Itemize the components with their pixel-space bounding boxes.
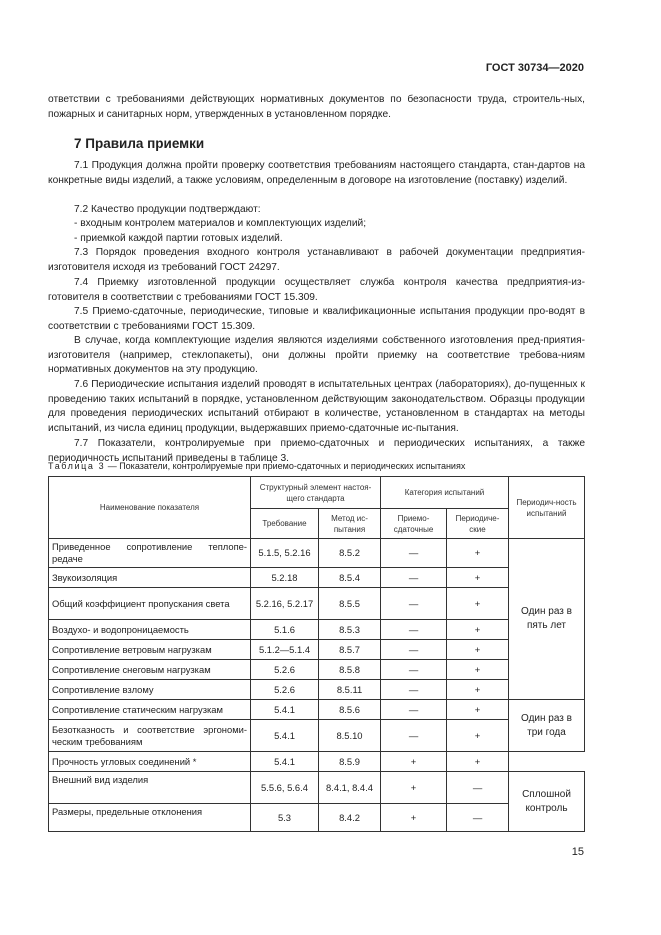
paragraph-components: В случае, когда комплектующие изделия являются изделиями собственного изготовления пред-приятия-изготовителя (например, стеклопакеты), они должны пройти приемку на соответствие требова-ниям нормативных документов на эту продукцию.: [48, 335, 585, 376]
paragraph-continuation: ответствии с требованиями действующих нормативных документов по безопасности труда, строитель-ных, пожарных и санитарных норм, утвержденных в установленном порядке.: [48, 94, 585, 120]
row-name: Размеры, предельные отклонения: [49, 804, 251, 832]
row-acceptance: —: [381, 720, 447, 752]
row-periodic: +: [447, 539, 509, 568]
row-method: 8.5.8: [319, 660, 381, 680]
table-caption-label: Таблица 3: [48, 461, 106, 471]
table-row: [49, 700, 585, 720]
row-periodic: +: [447, 700, 509, 720]
row-requirement: 5.2.18: [251, 568, 319, 588]
row-method: 8.4.1, 8.4.4: [319, 772, 381, 804]
row-name: Сопротивление статическим нагрузкам: [49, 700, 251, 720]
row-name: Сопротивление снеговым нагрузкам: [49, 660, 251, 680]
row-acceptance: +: [381, 752, 447, 772]
header-acceptance: Приемо-сдаточные: [381, 509, 447, 539]
paragraph-7-7: 7.7 Показатели, контролируемые при приемо-сдаточных и периодических испытаниях, а также периодичность испытаний приведены в таблице 3.: [48, 438, 585, 464]
row-method: 8.4.2: [319, 804, 381, 832]
row-periodic: +: [447, 620, 509, 640]
table-row: [49, 588, 585, 620]
row-requirement: 5.4.1: [251, 752, 319, 772]
row-name: Прочность угловых соединений *: [49, 752, 251, 772]
paragraph-7-4: 7.4 Приемку изготовленной продукции осуществляет служба контроля качества предприятия-из-готовителя в соответствии с требованиями ГОСТ 15.309.: [48, 277, 585, 303]
frequency-three-years: Один раз в три года: [509, 700, 585, 752]
row-acceptance: —: [381, 588, 447, 620]
frequency-five-years: Один раз в пять лет: [509, 539, 585, 700]
row-periodic: +: [447, 640, 509, 660]
header-structural-element: Структурный элемент настоя-щего стандарта: [251, 477, 381, 509]
table-row: [49, 640, 585, 660]
header-periodic: Периодиче-ские: [447, 509, 509, 539]
row-requirement: 5.2.6: [251, 680, 319, 700]
row-requirement: 5.1.2—5.1.4: [251, 640, 319, 660]
table-row: [49, 680, 585, 700]
row-requirement: 5.2.16, 5.2.17: [251, 588, 319, 620]
row-requirement: 5.5.6, 5.6.4: [251, 772, 319, 804]
header-frequency: Периодич-ность испытаний: [509, 477, 585, 539]
row-method: 8.5.11: [319, 680, 381, 700]
header-test-method: Метод ис-пытания: [319, 509, 381, 539]
row-requirement: 5.1.5, 5.2.16: [251, 539, 319, 568]
row-periodic: —: [447, 804, 509, 832]
table-row: [49, 539, 585, 568]
list-item-batch-acceptance: - приемкой каждой партии готовых изделий.: [74, 233, 283, 244]
table-caption-text: — Показатели, контролируемые при приемо-сдаточных и периодических испытаниях: [105, 461, 466, 471]
paragraph-7-3: 7.3 Порядок проведения входного контроля устанавливают в рабочей документации предприятия-изготовителя исходя из требований ГОСТ 24297.: [48, 247, 585, 273]
paragraph-7-1: 7.1 Продукция должна пройти проверку соответствия требованиям настоящего стандарта, стан-дартов на конкретные виды изделий, а также условиям, определенным в договоре на изготовление (поставку) изделий.: [48, 160, 585, 186]
row-periodic: +: [447, 680, 509, 700]
row-method: 8.5.5: [319, 588, 381, 620]
row-requirement: 5.1.6: [251, 620, 319, 640]
row-periodic: +: [447, 568, 509, 588]
row-name: Звукоизоляция: [49, 568, 251, 588]
row-method: 8.5.2: [319, 539, 381, 568]
row-acceptance: —: [381, 660, 447, 680]
row-name: Общий коэффициент пропускания света: [49, 588, 251, 620]
row-method: 8.5.6: [319, 700, 381, 720]
row-requirement: 5.3: [251, 804, 319, 832]
row-method: 8.5.10: [319, 720, 381, 752]
frequency-continuous: Сплошной контроль: [509, 772, 585, 832]
header-test-category: Категория испытаний: [381, 477, 509, 509]
row-acceptance: —: [381, 680, 447, 700]
row-periodic: +: [447, 752, 509, 772]
document-id: ГОСТ 30734—2020: [485, 62, 584, 74]
row-name: Внешний вид изделия: [49, 772, 251, 804]
acceptance-table: [48, 476, 585, 832]
row-name: Безотказность и соответствие эргономи-ческим требованиям: [49, 720, 251, 752]
header-name: Наименование показателя: [49, 477, 251, 539]
row-acceptance: —: [381, 539, 447, 568]
row-acceptance: —: [381, 640, 447, 660]
page-number: 15: [571, 846, 584, 858]
header-requirement: Требование: [251, 509, 319, 539]
table-row: [49, 752, 585, 772]
row-name: Приведенное сопротивление теплопе-редаче: [49, 539, 251, 568]
row-method: 8.5.7: [319, 640, 381, 660]
row-requirement: 5.4.1: [251, 720, 319, 752]
row-name: Воздухо- и водопроницаемость: [49, 620, 251, 640]
row-periodic: —: [447, 772, 509, 804]
row-acceptance: —: [381, 700, 447, 720]
row-periodic: +: [447, 588, 509, 620]
row-acceptance: —: [381, 620, 447, 640]
row-requirement: 5.4.1: [251, 700, 319, 720]
row-name: Сопротивление ветровым нагрузкам: [49, 640, 251, 660]
row-acceptance: +: [381, 804, 447, 832]
paragraph-7-5: 7.5 Приемо-сдаточные, периодические, типовые и квалификационные испытания продукции про-водят в соответствии с требованиями ГОСТ 15.309.: [48, 306, 585, 332]
row-method: 8.5.9: [319, 752, 381, 772]
table-row: [49, 568, 585, 588]
table-row: [49, 772, 585, 804]
row-requirement: 5.2.6: [251, 660, 319, 680]
row-method: 8.5.3: [319, 620, 381, 640]
row-acceptance: +: [381, 772, 447, 804]
row-method: 8.5.4: [319, 568, 381, 588]
row-acceptance: —: [381, 568, 447, 588]
row-periodic: +: [447, 720, 509, 752]
table-row: [49, 804, 585, 832]
row-name: Сопротивление взлому: [49, 680, 251, 700]
table-caption: [48, 461, 465, 471]
table-row: [49, 620, 585, 640]
section-title: 7 Правила приемки: [74, 136, 205, 151]
table-row: [49, 720, 585, 752]
paragraph-7-6: 7.6 Периодические испытания изделий проводят в испытательных центрах (лабораториях), до-пущенных к проведению таких испытаний в порядке, установленном действующим законодательством. Образцы продукции для проведения периодических испытаний отбирают в количестве, установленном в стандартах на методы испытаний, из числа единиц продукции, выдержавших приемо-сдаточные ис-пытания.: [48, 379, 585, 434]
row-periodic: +: [447, 660, 509, 680]
table-row: [49, 660, 585, 680]
list-item-input-control: - входным контролем материалов и комплектующих изделий;: [74, 218, 367, 229]
paragraph-7-2: 7.2 Качество продукции подтверждают:: [74, 204, 261, 215]
